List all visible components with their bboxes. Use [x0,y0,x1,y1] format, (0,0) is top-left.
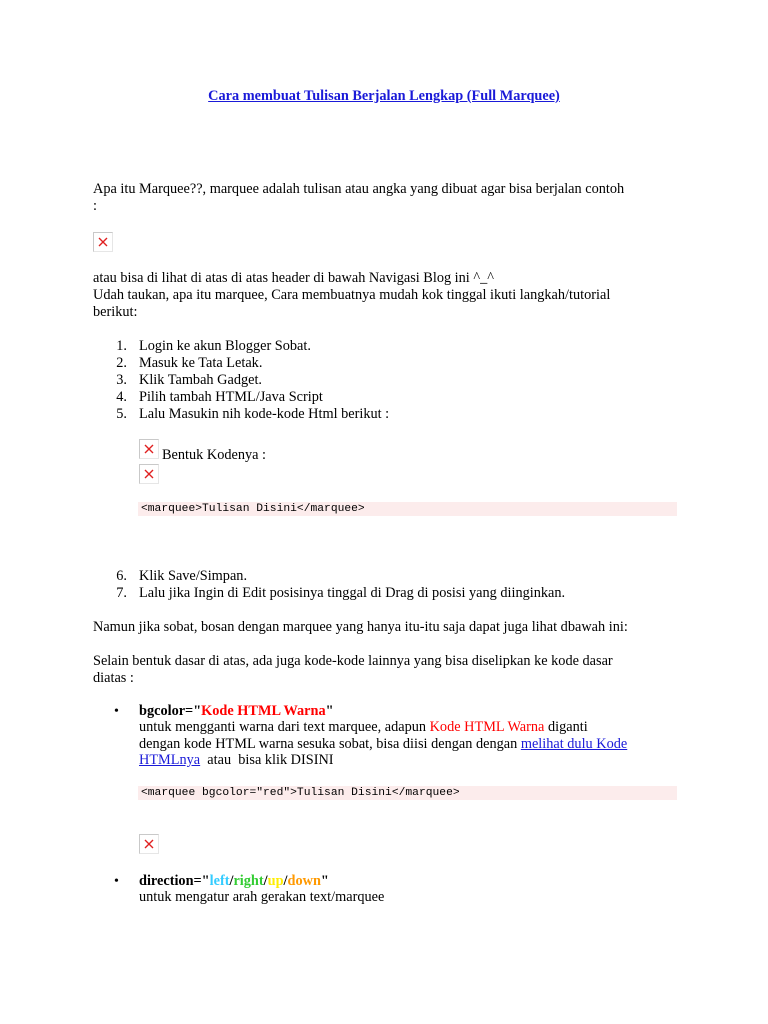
namun-paragraph: Namun jika sobat, bosan dengan marquee yang hanya itu-itu saja dapat juga lihat dbawah ini: [93,619,628,635]
para2-line-2: Udah taukan, apa itu marquee, Cara membuatnya mudah kok tinggal ikuti langkah/tutorial [93,287,611,303]
selain-line-1: Selain bentuk dasar di atas, ada juga kode-kode lainnya yang bisa diselipkan ke kode dasar [93,653,613,669]
list-item-number: 1. [116,338,127,354]
htmlnya-link[interactable]: HTMLnya [139,752,201,768]
direction-desc: untuk mengatur arah gerakan text/marquee [139,889,385,905]
code-block-basic [138,502,677,516]
bullet-marker: • [114,874,119,889]
list-item-number: 3. [116,372,127,388]
bgcolor-desc-line-2 [139,736,627,753]
selain-line-2: diatas : [93,670,134,686]
list-item-number: 7. [116,585,127,601]
bgcolor-desc-text: untuk mengganti warna dari text marquee, adapun [139,719,430,735]
broken-image-icon [139,834,159,854]
bgcolor-desc-line-1 [139,719,588,736]
list-item: Klik Tambah Gadget. [139,372,263,388]
bgcolor-label-pre: bgcolor=" [139,703,202,719]
direction-sep: / [229,873,234,889]
list-item-number: 4. [116,389,127,405]
direction-label-pre: direction=" [139,873,210,889]
bgcolor-label-red: Kode HTML Warna [201,703,326,719]
bullet-marker: • [114,704,119,719]
list-item-number: 2. [116,355,127,371]
list-item: Login ke akun Blogger Sobat. [139,338,311,354]
bgcolor-label [139,703,334,720]
page-title[interactable]: Cara membuat Tulisan Berjalan Lengkap (Full Marquee) [208,88,560,104]
bgcolor-desc-text: dengan kode HTML warna sesuka sobat, bisa diisi dengan dengan [139,736,521,752]
intro-line-2: : [93,198,97,214]
broken-image-icon [93,232,113,252]
code-text: <marquee>Tulisan Disini</marquee> [141,503,365,515]
bgcolor-desc-line-3 [139,752,334,769]
direction-opt-up: up [267,873,284,889]
direction-label [139,873,329,890]
bgcolor-label-post: " [325,703,334,719]
list-item: Lalu jika Ingin di Edit posisinya tinggal di Drag di posisi yang diinginkan. [139,585,566,601]
direction-sep: / [283,873,288,889]
code-block-bgcolor [138,786,677,800]
para2-line-3: berikut: [93,304,138,320]
direction-opt-right: right [233,873,264,889]
broken-image-icon [139,464,159,484]
list-item: Masuk ke Tata Letak. [139,355,263,371]
list-item-number: 5. [116,406,127,422]
broken-image-icon [139,439,159,459]
code-text: <marquee bgcolor="red">Tulisan Disini</marquee> [141,787,460,799]
direction-sep: / [263,873,268,889]
list-item-number: 6. [116,568,127,584]
bgcolor-desc-text: diganti [544,719,588,735]
para2-line-1: atau bisa di lihat di atas di atas header di bawah Navigasi Blog ini ^_^ [93,270,494,286]
direction-opt-left: left [209,873,230,889]
bgcolor-desc-red: Kode HTML Warna [429,719,545,735]
bentuk-kodenya-label: Bentuk Kodenya : [162,447,267,463]
direction-opt-down: down [287,873,321,889]
kode-html-link[interactable]: melihat dulu Kode [520,736,628,752]
bgcolor-desc-text: atau bisa klik DISINI [200,752,334,768]
intro-line-1: Apa itu Marquee??, marquee adalah tulisan atau angka yang dibuat agar bisa berjalan contoh [93,181,625,197]
list-item: Pilih tambah HTML/Java Script [139,389,323,405]
list-item: Lalu Masukin nih kode-kode Html berikut : [139,406,390,422]
list-item: Klik Save/Simpan. [139,568,248,584]
direction-label-post: " [320,873,329,889]
